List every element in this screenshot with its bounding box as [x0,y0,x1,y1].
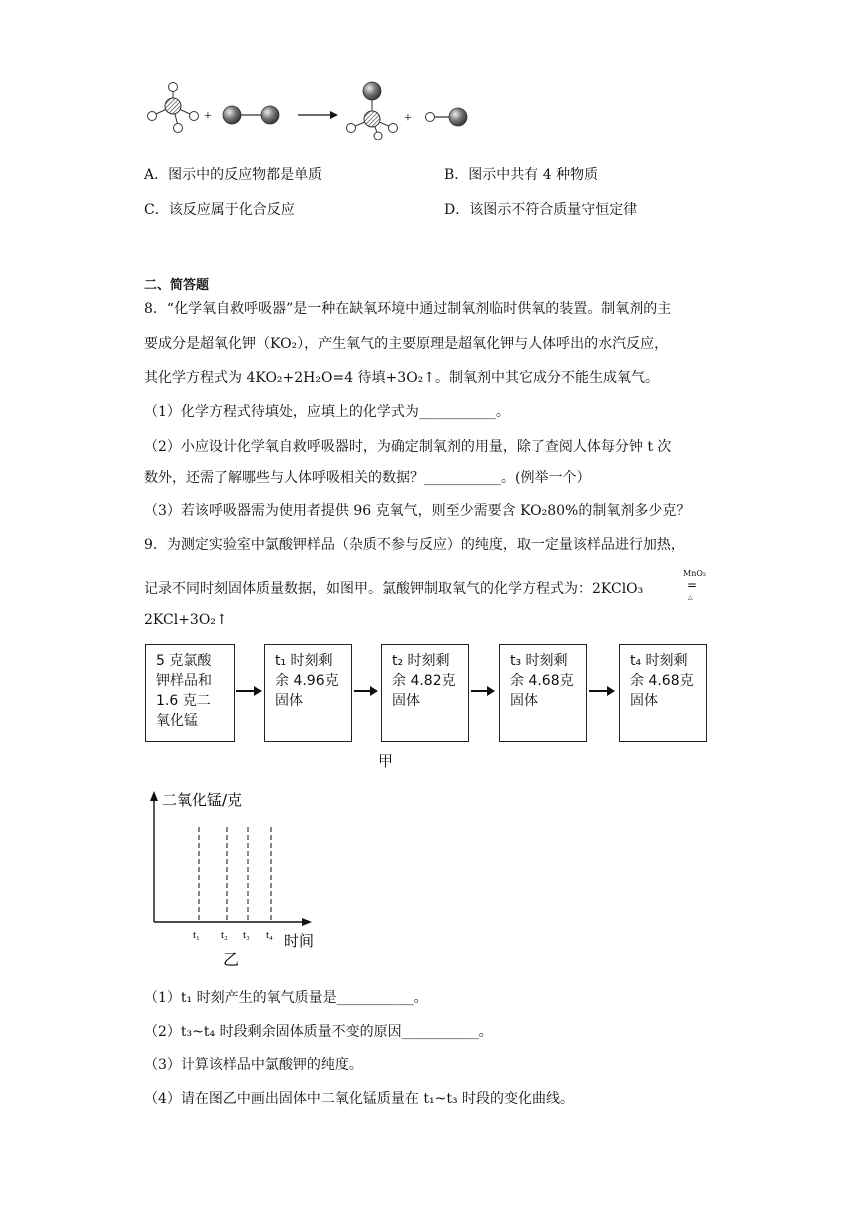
molecule-left-2 [223,106,279,124]
flow-box-t4: t₄ 时刻剩 余 4.68克 固体 [619,644,707,742]
q8-line-2: 要成分是超氧化钾（KO₂），产生氧气的主要原理是超氧化钾与人体呼出的水汽反应， [144,336,669,352]
molecule-right-2 [426,108,468,126]
flow-arrow-3 [471,690,493,692]
flow-box-t1: t₁ 时刻剩 余 4.96克 固体 [264,644,352,742]
molecule-left-1 [148,83,199,133]
flow-arrow-4 [589,690,613,692]
tick-t3: t₃ [243,929,250,941]
choice-a: A．图示中的反应物都是单质 [144,167,323,183]
reaction-arrow [298,111,338,119]
equation-sign: = [687,578,698,592]
q9-sub-2: （2）t₃~t₄ 时段剩余固体质量不变的原因___________。 [144,1024,493,1040]
q9-sub-4: （4）请在图乙中画出固体中二氧化锰质量在 t₁~t₃ 时段的变化曲线。 [144,1091,575,1107]
q8-sub-2b: 数外，还需了解哪些与人体呼吸相关的数据？___________。(例举一个） [144,470,591,486]
flow-box-t3: t₃ 时刻剩 余 4.68克 固体 [499,644,587,742]
tick-t1: t₁ [193,929,200,941]
flow-arrow-1 [236,690,260,692]
q9-line-2: 记录不同时刻固体质量数据，如图甲。氯酸钾制取氧气的化学方程式为：2KClO₃ [144,581,644,597]
chart-b [140,785,340,975]
flow-box-initial: 5 克氯酸 钾样品和 1.6 克二 氧化锰 [145,644,235,742]
q9-sub-1: （1）t₁ 时刻产生的氧气质量是___________。 [144,990,428,1006]
chart-ylabel: 二氧化锰/克 [162,791,243,809]
q9-line-3: 2KCl+3O₂↑ [144,612,228,628]
figure-b-caption: 乙 [223,950,240,969]
catalyst-label: MnO₂ [683,569,707,578]
molecule-right-1 [347,82,398,140]
chart-y-axis [150,791,158,922]
figure-a-caption: 甲 [378,752,394,770]
chart-xlabel: 时间 [284,932,315,950]
plus-sign-2: + [404,111,412,126]
heat-symbol: △ [688,594,693,601]
reaction-diagram [140,78,480,140]
choice-b: B．图示中共有 4 种物质 [444,167,599,183]
choice-c: C．该反应属于化合反应 [144,202,295,218]
tick-t2: t₂ [221,929,228,941]
tick-t4: t₄ [266,929,273,941]
section-title: 二、简答题 [144,278,210,293]
q9-sub-3: （3）计算该样品中氯酸钾的纯度。 [144,1057,363,1073]
q8-sub-1: （1）化学方程式待填处，应填上的化学式为___________。 [144,404,510,420]
q9-line-1: 9．为测定实验室中氯酸钾样品（杂质不参与反应）的纯度，取一定量该样品进行加热， [144,537,685,553]
q8-sub-3: （3）若该呼吸器需为使用者提供 96 克氧气，则至少需要含 KO₂80%的制氧剂多少克？ [144,503,691,519]
plus-sign-1: + [204,109,212,124]
q8-sub-2a: （2）小应设计化学氧自救呼吸器时，为确定制氧剂的用量，除了查阅人体每分钟 t 次 [144,439,672,455]
q8-line-1: 8．“化学氧自救呼吸器”是一种在缺氧环境中通过制氧剂临时供氧的装置。制氧剂的主 [144,301,672,317]
chart-x-axis [154,918,312,926]
flow-arrow-2 [354,690,376,692]
q8-line-3: 其化学方程式为 4KO₂+2H₂O=4 待填+3O₂↑。制氧剂中其它成分不能生成氧气。 [144,370,660,386]
flow-box-t2: t₂ 时刻剩 余 4.82克 固体 [381,644,469,742]
choice-d: D．该图示不符合质量守恒定律 [444,202,638,218]
